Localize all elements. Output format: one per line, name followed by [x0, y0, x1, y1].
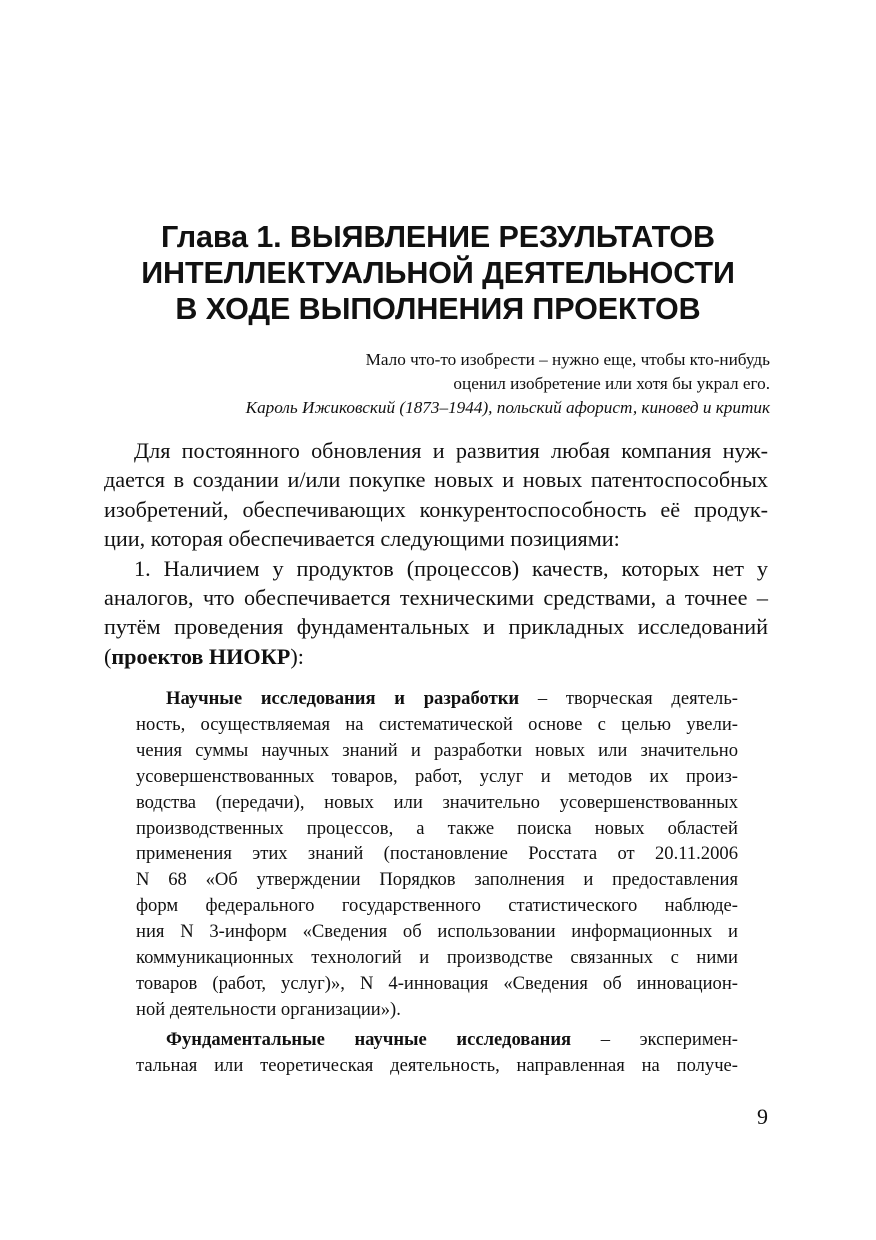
- definition1-line: чения суммы научных знаний и разработки новых или значительно: [136, 739, 738, 761]
- chapter-title-line: Глава 1. ВЫЯВЛЕНИЕ РЕЗУЛЬТАТОВ: [161, 220, 715, 254]
- definition2-term: Фундаментальные научные исследования: [166, 1028, 572, 1050]
- definition1-line: товаров (работ, услуг)», N 4-инновация «Сведения об инновацион-: [136, 972, 738, 994]
- definition1-first-rest: – творческая деятель-: [519, 688, 738, 709]
- page-number: 9: [757, 1104, 768, 1129]
- definition2-line: тальная или теоретическая деятельность, направленная на получе-: [136, 1054, 738, 1076]
- definition1-first-line: [136, 686, 738, 712]
- definition1-line: форм федерального государственного статистического наблюде-: [136, 895, 738, 917]
- item1-term-bold: проектов НИОКР: [111, 643, 291, 669]
- definition1-line: N 68 «Об утверждении Порядков заполнения и предоставления: [136, 869, 738, 891]
- item1-last-line: [104, 642, 768, 671]
- item1-line: 1. Наличием у продуктов (процессов) качеств, которых нет у: [134, 555, 768, 581]
- definition1-line: ность, осуществляемая на систематической основе с целью увели-: [136, 713, 738, 735]
- intro-line: изобретений, обеспечивающих конкурентоспособность её продук-: [104, 496, 768, 522]
- intro-line: дается в создании и/или покупке новых и новых патентоспособных: [104, 467, 768, 493]
- epigraph: [170, 348, 770, 420]
- definition1-line: ния N 3-информ «Сведения об использовании информационных и: [136, 921, 738, 943]
- epigraph-quote-line: оценил изобретение или хотя бы украл его.: [453, 374, 770, 393]
- item1-close-paren: ):: [290, 643, 304, 669]
- epigraph-quote-line: Мало что-то изобрести – нужно еще, чтобы кто-нибудь: [365, 350, 770, 369]
- chapter-title-line: ИНТЕЛЛЕКТУАЛЬНОЙ ДЕЯТЕЛЬНОСТИ: [141, 256, 735, 290]
- definition1-line: применения этих знаний (постановление Росстата от 20.11.2006: [136, 843, 738, 865]
- intro-line: ции, которая обеспечивается следующими позициями:: [104, 526, 620, 552]
- chapter-title-line: В ХОДЕ ВЫПОЛНЕНИЯ ПРОЕКТОВ: [175, 292, 701, 326]
- definition1-line: водства (передачи), новых или значительно усовершенствованных: [136, 791, 738, 813]
- item1-open-paren: (: [104, 643, 112, 669]
- definition2-first-line: [136, 1027, 738, 1053]
- definition1-line: ной деятельности организации»).: [136, 998, 401, 1020]
- definition1-line: усовершенствованных товаров, работ, услуг и методов их произ-: [136, 765, 738, 787]
- definition1-term: Научные исследования и разработки: [166, 688, 520, 709]
- intro-line: Для постоянного обновления и развития любая компания нуж-: [134, 438, 768, 463]
- definition2-first-rest: – эксперимен-: [571, 1028, 738, 1050]
- definition1-line: коммуникационных технологий и производстве связанных с ними: [136, 947, 738, 969]
- definitions-block: [136, 686, 738, 1079]
- chapter-title: [100, 219, 776, 327]
- epigraph-author: Кароль Ижиковский (1873–1944), польский афорист, киновед и критик: [245, 398, 770, 417]
- item1-line: путём проведения фундаментальных и прикладных исследований: [104, 614, 768, 640]
- item1-line: аналогов, что обеспечивается техническими средствами, а точнее –: [104, 585, 768, 611]
- main-text: [104, 436, 768, 671]
- definition1-line: производственных процессов, а также поиска новых областей: [136, 817, 738, 839]
